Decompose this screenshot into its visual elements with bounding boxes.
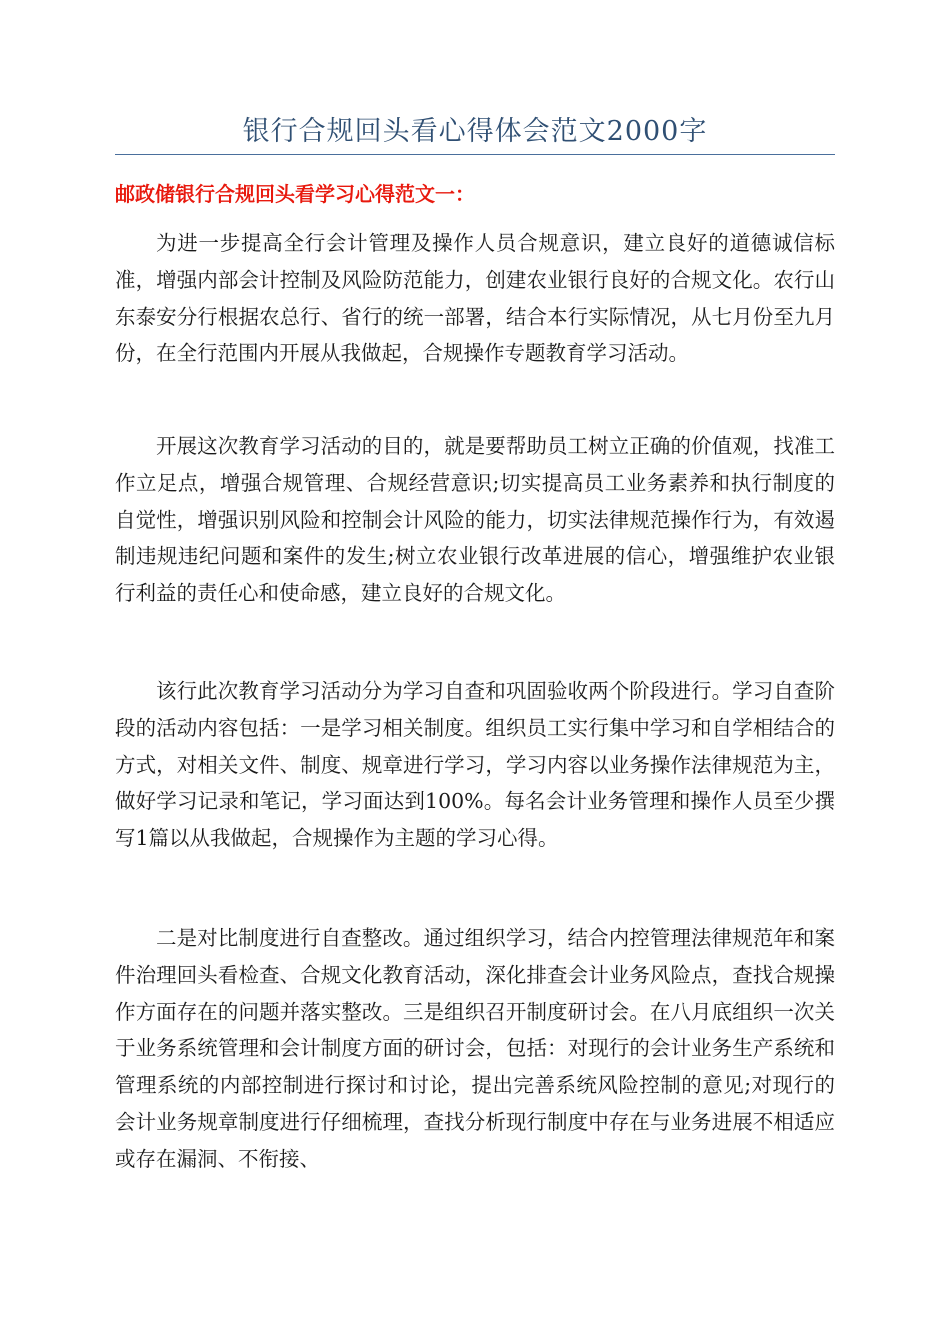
paragraph-2: 开展这次教育学习活动的目的，就是要帮助员工树立正确的价值观，找准工作立足点，增强合规管理、合规经营意识;切实提高员工业务素养和执行制度的自觉性，增强识别风险和控制会计风险的能力，切实法律规范操作行为，有效遏制违规违纪问题和案件的发生;树立农业银行改革进展的信心，增强维护农业银行利益的责任心和使命感，建立良好的合规文化。 xyxy=(115,434,835,606)
section-heading: 邮政储银行合规回头看学习心得范文一： xyxy=(115,182,475,206)
paragraph-3: 该行此次教育学习活动分为学习自查和巩固验收两个阶段进行。学习自查阶段的活动内容包括：一是学习相关制度。组织员工实行集中学习和自学相结合的方式，对相关文件、制度、规章进行学习，学习内容以业务操作法律规范为主，做好学习记录和笔记，学习面达到100%。每名会计业务管理和操作人员至少撰写1篇以从我做起，合规操作为主题的学习心得。 xyxy=(115,679,835,851)
paragraph-1: 为进一步提高全行会计管理及操作人员合规意识，建立良好的道德诚信标准，增强内部会计控制及风险防范能力，创建农业银行良好的合规文化。农行山东泰安分行根据农总行、省行的统一部署，结合本行实际情况，从七月份至九月份，在全行范围内开展从我做起，合规操作专题教育学习活动。 xyxy=(115,231,835,366)
title-underline xyxy=(115,154,835,155)
document-title: 银行合规回头看心得体会范文2000字 xyxy=(242,116,708,147)
paragraph-4: 二是对比制度进行自查整改。通过组织学习，结合内控管理法律规范年和案件治理回头看检查、合规文化教育活动，深化排查会计业务风险点，查找合规操作方面存在的问题并落实整改。三是组织召开制度研讨会。在八月底组织一次关于业务系统管理和会计制度方面的研讨会，包括：对现行的会计业务生产系统和管理系统的内部控制进行探讨和讨论，提出完善系统风险控制的意见;对现行的会计业务规章制度进行仔细梳理，查找分析现行制度中存在与业务进展不相适应或存在漏洞、不衔接、 xyxy=(115,926,835,1171)
